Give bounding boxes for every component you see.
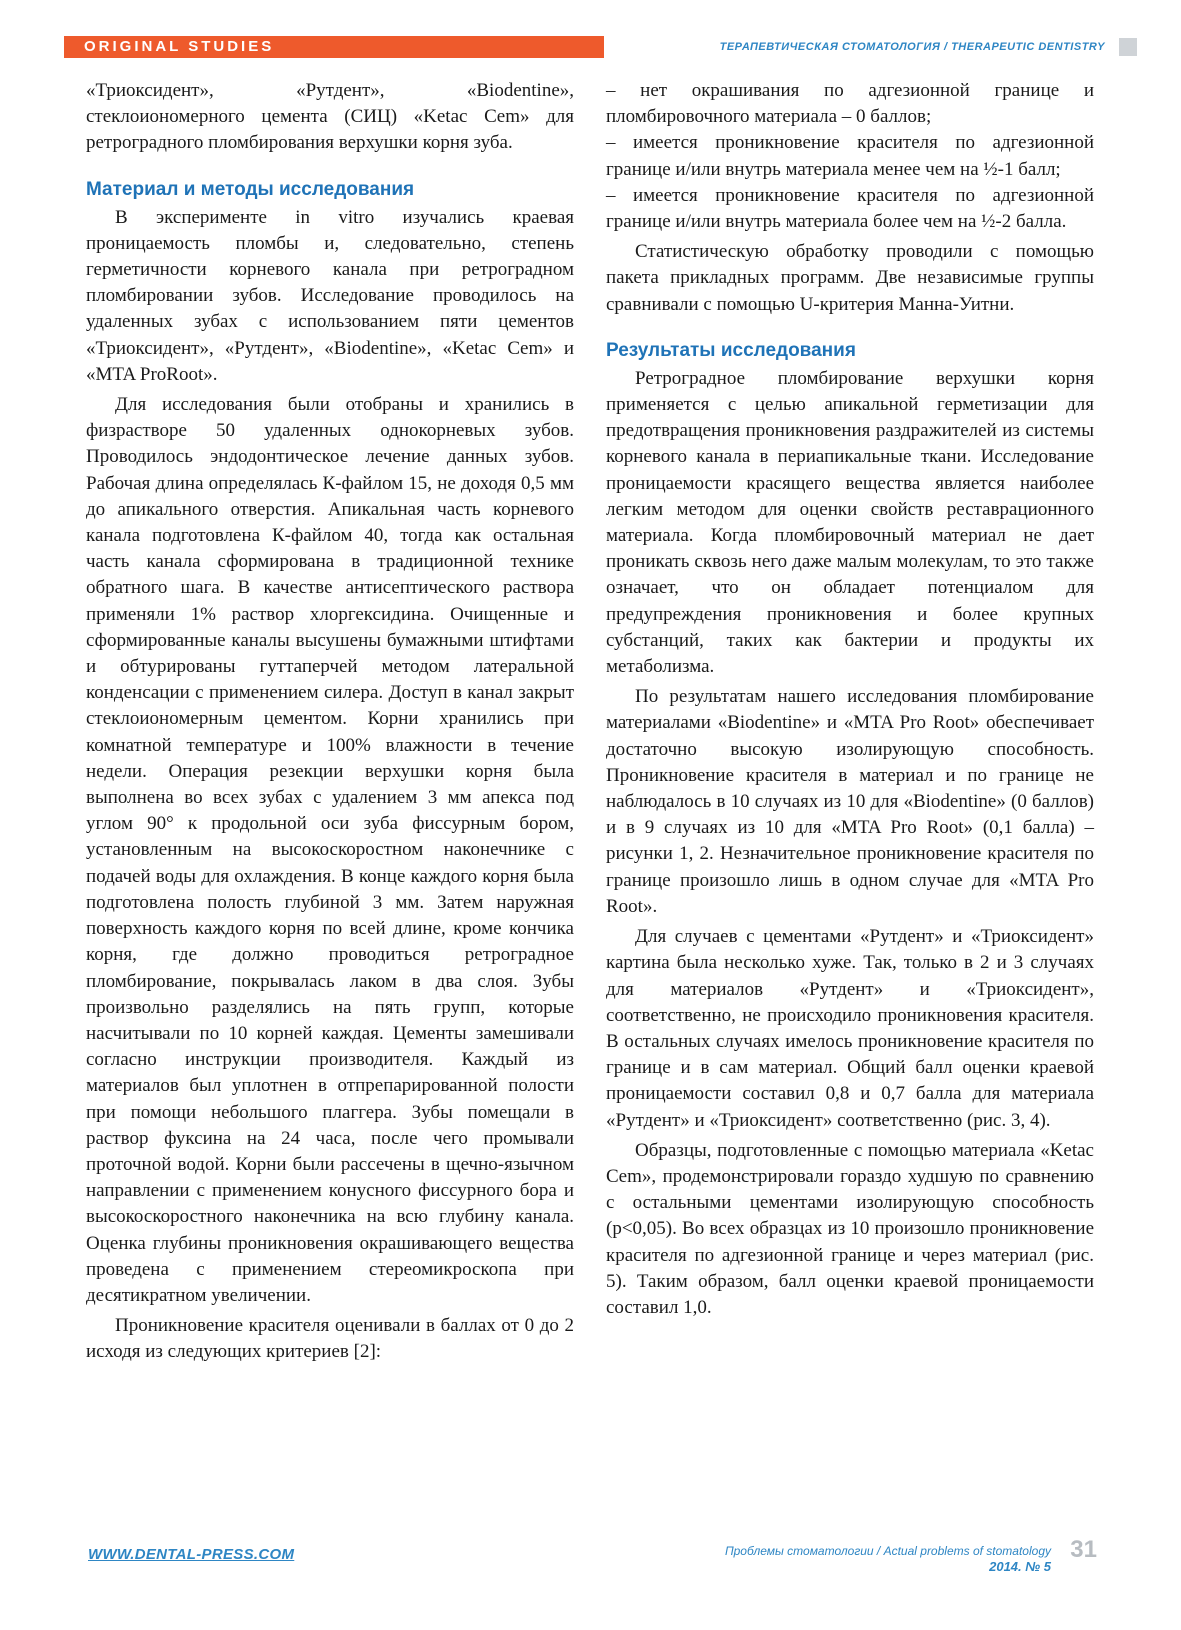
corner-decoration: [1119, 38, 1137, 56]
left-column: [86, 78, 574, 1366]
footer-journal-info: [725, 1543, 1051, 1575]
methods-paragraph-1: В эксперименте in vitro изучались краевая проницаемость пломбы и, следовательно, степень герметичности корневого канала при ретроградном пломбировании зубов. Исследование проводилось на удаленных зубах с использованием пяти цементов «Триоксидент», «Рутдент», «Biodentine», «Ketac Cem» и «MTA ProRoot».: [86, 206, 574, 385]
methods-heading: Материал и методы исследования: [86, 178, 415, 200]
methods-paragraph-3: Проникновение красителя оценивали в баллах от 0 до 2 исходя из следующих критериев [2]:: [86, 1315, 574, 1363]
results-paragraph-2: По результатам нашего исследования пломбирование материалами «Biodentine» и «MTA Pro Root» обеспечивает достаточно высокую изолирующую способность. Проникновение красителя в материал и по границе не наблюдалось в 10 случаях из 10 для «Biodentine» (0 баллов) и в 9 случаях из 10 для «MTA Pro Root» (0,1 балла) – рисунки 1, 2. Незначительное проникновение красителя по границе произошло лишь в одном случае для «MTA Pro Root».: [606, 686, 1094, 917]
results-paragraph-1: Ретроградное пломбирование верхушки корня применяется с целью апикальной герметизации для предотвращения проникновения раздражителей из системы корневого канала в периапикальные ткани. Исследование проницаемости красящего вещества является наиболее легким методом для оценки свойств реставрационного материала. Когда пломбировочный материал не дает проникать сквозь него даже малым молекулам, то это также означает, что он обладает потенциалом для предупреждения проникновения и более крупных субстанций, таких как бактерии и продукты их метаболизма.: [606, 367, 1094, 678]
intro-paragraph: «Триоксидент», «Рутдент», «Biodentine», стеклоиономерного цемента (СИЦ) «Ketac Cem» для ретроградного пломбирования верхушки корня зуба.: [86, 80, 574, 154]
journal-section-title: ТЕРАПЕВТИЧЕСКАЯ СТОМАТОЛОГИЯ / THERAPEUTIC DENTISTRY: [719, 41, 1105, 53]
criterion-1: – имеется проникновение красителя по адгезионной границе и/или внутрь материала менее чем на ½-1 балл;: [606, 132, 1094, 180]
footer-journal-name: Проблемы стоматологии / Actual problems of stomatology: [724, 1544, 1051, 1558]
criterion-2: – имеется проникновение красителя по адгезионной границе и/или внутрь материала более чем на ½-2 балла.: [606, 184, 1094, 233]
criterion-0: – нет окрашивания по адгезионной границе и пломбировочного материала – 0 баллов;: [606, 80, 1094, 128]
section-label: ORIGINAL STUDIES: [64, 36, 604, 58]
footer-website-link[interactable]: WWW.DENTAL-PRESS.COM: [88, 1546, 295, 1563]
footer-issue: 2014. № 5: [989, 1559, 1051, 1574]
right-column: [606, 78, 1094, 1321]
methods-paragraph-2: Для исследования были отобраны и хранились в физрастворе 50 удаленных однокорневых зубов. Проводилось эндодонтическое лечение данных зубов. Рабочая длина определялась К-файлом 15, не доходя 0,5 мм до апикального отверстия. Апикальная часть корневого канала подготовлена К-файлом 40, тогда как остальная часть канала сформирована в традиционной технике обратного шага. В качестве антисептического раствора применяли 1% раствор хлоргексидина. Очищенные и сформированные каналы высушены бумажными штифтами и обтурированы гуттаперчей методом латеральной конденсации с применением силера. Доступ в канал закрыт стеклоиономерным цементом. Корни хранились при комнатной температуре и 100% влажности в течение недели. Операция резекции верхушки корня была выполнена во всех зубах с удалением 3 мм апекса под углом 90° к продольной оси зуба фиссурным бором, установленным на высокоскоростном наконечнике с подачей воды для охлаждения. В конце каждого корня была подготовлена полость глубиной 3 мм. Затем наружная поверхность каждого корня по всей длине, кроме кончика корня, где должно проводиться ретроградное пломбирование, покрывалась лаком в два слоя. Зубы произвольно разделялись на пять групп, которые насчитывали по 10 корней каждая. Цементы замешивали согласно инструкции производителя. Каждый из материалов был уплотнен в отпрепарированной полости при помощи небольшого плаггера. Зубы помещали в раствор фуксина на 24 часа, после чего промывали проточной водой. Корни были рассечены в щечно-язычном направлении с применением конусного фиссурного бора и высокоскоростного наконечника на всю глубину канала. Оценка глубины проникновения окрашивающего вещества проведена с применением стереомикроскопа при десятикратном увеличении.: [86, 394, 574, 1306]
page-number: 31: [1070, 1536, 1097, 1563]
results-paragraph-3: Для случаев с цементами «Рутдент» и «Триоксидент» картина была несколько хуже. Так, только в 2 и 3 случаях для материалов «Рутдент» и «Триоксидент», соответственно, не происходило проникновения красителя. В остальных случаях имелось проникновение красителя по границе и в сам материал. Общий балл оценки краевой проницаемости составил 0,8 и 0,7 балла для материала «Рутдент» и «Триоксидент» соответственно (рис. 3, 4).: [606, 926, 1094, 1131]
statistics-paragraph: Статистическую обработку проводили с помощью пакета прикладных программ. Две независимые группы сравнивали с помощью U-критерия Манна-Уитни.: [606, 241, 1094, 315]
results-heading: Результаты исследования: [606, 339, 856, 361]
results-paragraph-4: Образцы, подготовленные с помощью материала «Ketac Cem», продемонстрировали гораздо худшую по сравнению с остальными цементами изолирующую способность (p<0,05). Во всех образцах из 10 произошло проникновение красителя по адгезионной границе и через материал (рис. 5). Таким образом, балл оценки краевой проницаемости составил 1,0.: [606, 1139, 1094, 1318]
